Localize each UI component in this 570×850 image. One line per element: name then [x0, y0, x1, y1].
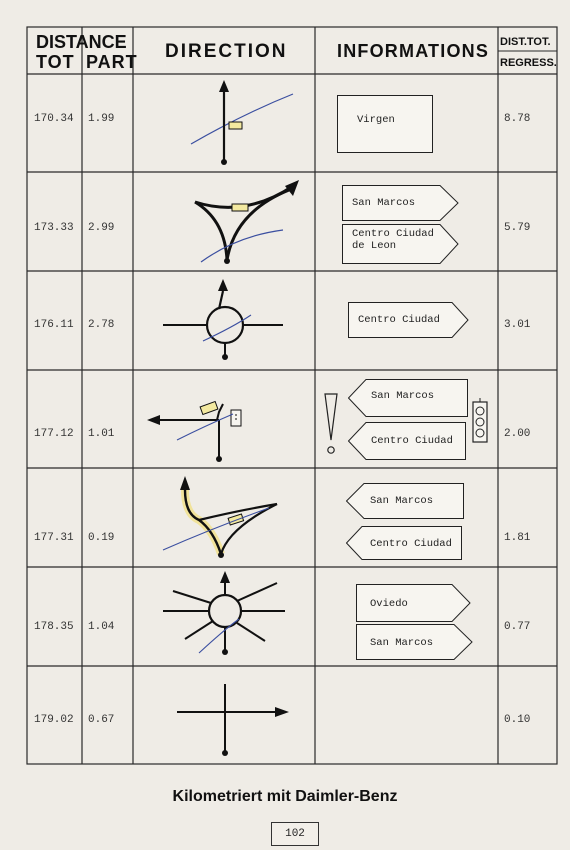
row4-sign-text-2: Centro Ciudad	[371, 435, 453, 447]
row2-sign-text-1: San Marcos	[352, 197, 416, 209]
row7-tot: 179.02	[34, 714, 74, 726]
row7-part: 0.67	[88, 714, 115, 726]
header-regress-line1: DIST.TOT.	[500, 36, 551, 48]
row6-regress: 0.77	[504, 621, 531, 633]
row7-regress: 0.10	[504, 714, 531, 726]
row2-sign-text-2: Centro Ciudad	[352, 228, 434, 240]
row3-part: 2.78	[88, 319, 115, 331]
header-informations: INFORMATIONS	[337, 41, 490, 61]
row5-part: 0.19	[88, 532, 115, 544]
row5-direction-diagram	[133, 468, 315, 567]
row3-sign-text-1: Centro Ciudad	[358, 314, 440, 326]
row2-direction-diagram	[133, 172, 315, 271]
row3-regress: 3.01	[504, 319, 531, 331]
row4-direction-diagram	[133, 370, 315, 468]
row1-part: 1.99	[88, 113, 115, 125]
row1-regress: 8.78	[504, 113, 531, 125]
row1-sign-text-1: Virgen	[357, 114, 395, 126]
row5-tot: 177.31	[34, 532, 74, 544]
row2-sign-text-3: de Leon	[352, 240, 397, 252]
row5-regress: 1.81	[504, 532, 531, 544]
row4-sign-text-1: San Marcos	[371, 390, 435, 402]
row4-part: 1.01	[88, 428, 115, 440]
traffic-light-icon	[471, 398, 489, 444]
footer-title: Kilometriert mit Daimler-Benz	[172, 788, 398, 805]
row4-regress: 2.00	[504, 428, 531, 440]
row5-sign-text-2: Centro Ciudad	[370, 538, 452, 550]
page-number: 102	[271, 822, 319, 846]
row2-tot: 173.33	[34, 222, 74, 234]
row6-tot: 178.35	[34, 621, 74, 633]
row2-part: 2.99	[88, 222, 115, 234]
header-part: PART	[86, 52, 138, 72]
row6-sign-text-2: San Marcos	[370, 637, 434, 649]
row3-direction-diagram	[133, 271, 315, 370]
row6-direction-diagram	[133, 567, 315, 666]
header-direction: DIRECTION	[165, 41, 288, 62]
header-distance: DISTANCE	[36, 32, 127, 52]
row4-tot: 177.12	[34, 428, 74, 440]
row1-tot: 170.34	[34, 113, 74, 125]
row2-regress: 5.79	[504, 222, 531, 234]
row1-direction-diagram	[133, 74, 315, 172]
row5-sign-text-1: San Marcos	[370, 495, 434, 507]
header-regress-line2: REGRESS.	[500, 57, 557, 69]
exclamation-icon	[322, 392, 340, 458]
row7-direction-diagram	[133, 666, 315, 764]
row6-part: 1.04	[88, 621, 115, 633]
row3-tot: 176.11	[34, 319, 74, 331]
header-tot: TOT	[36, 52, 75, 72]
row6-sign-text-1: Oviedo	[370, 598, 408, 610]
